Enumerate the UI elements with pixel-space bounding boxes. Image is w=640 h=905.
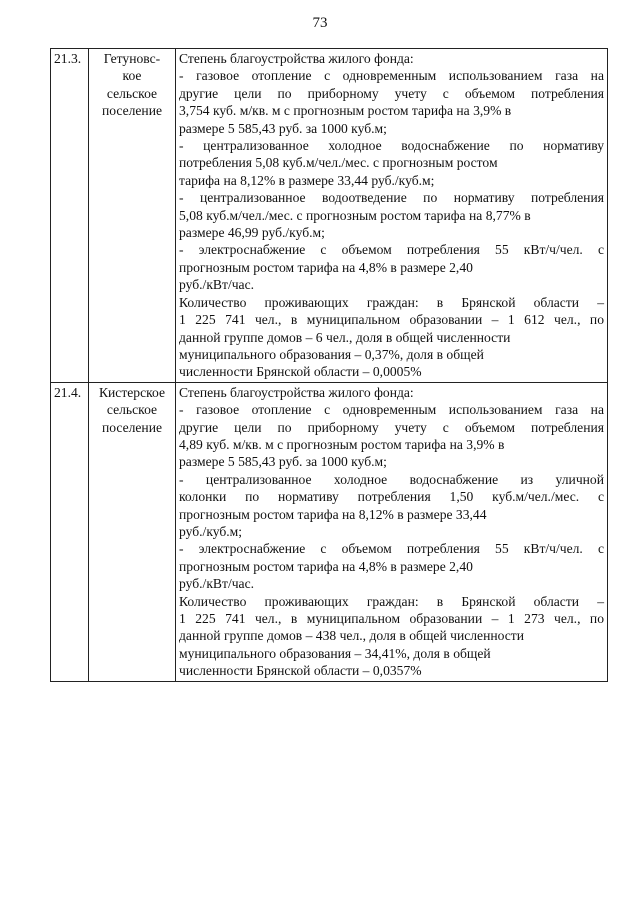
settlement-name: [89, 382, 176, 681]
table-row: [51, 49, 608, 383]
text-line: 1 225 741 чел., в муниципальном образовании – 1 273 чел., по: [179, 611, 604, 626]
text-line: численности Брянской области – 0,0357%: [179, 663, 422, 679]
page-number: 73: [312, 15, 328, 31]
text-line: - газовое отопление с одновременным использованием газа на: [179, 402, 604, 418]
settlement-name: [89, 49, 176, 383]
text-line: Степень благоустройства жилого фонда:: [179, 51, 414, 66]
text-line: другие цели по приборному учету с объемом потребления: [179, 419, 604, 435]
text-line: размере 5 585,43 руб. за 1000 куб.м;: [179, 120, 387, 136]
text-line: размере 5 585,43 руб. за 1000 куб.м;: [179, 454, 387, 470]
text-line: - централизованное водоотведение по нормативу потребления: [179, 190, 604, 206]
text-line: 4,89 куб. м/кв. м с прогнозным ростом тарифа на 3,9% в: [179, 436, 505, 452]
settlement-name-line: Кистерское: [98, 384, 166, 400]
text-line: численности Брянской области – 0,0005%: [179, 364, 422, 380]
text-line: руб./кВт/час.: [179, 277, 255, 293]
settlement-name-line: сельское: [106, 85, 158, 101]
settlement-name-line: поселение: [101, 103, 163, 119]
text-line: данной группе домов – 6 чел., доля в общей численности: [179, 329, 511, 345]
housing-table: [50, 48, 608, 682]
text-line: - газовое отопление с одновременным использованием газа на: [179, 68, 604, 84]
text-line: другие цели по приборному учету с объемом потребления: [179, 85, 604, 101]
text-line: - централизованное холодное водоснабжение по нормативу: [179, 138, 604, 154]
text-line: данной группе домов – 438 чел., доля в общей численности: [179, 628, 525, 644]
text-line: - централизованное холодное водоснабжение из уличной: [179, 471, 604, 487]
text-line: - электроснабжение с объемом потребления 55 кВт/ч/чел. с: [179, 541, 604, 557]
text-line: прогнозным ростом тарифа на 4,8% в размере 2,40: [179, 259, 473, 275]
text-line: руб./куб.м;: [179, 523, 243, 539]
text-line: руб./кВт/час.: [179, 576, 255, 592]
row-number: 21.4.: [51, 382, 89, 681]
text-line: 1 225 741 чел., в муниципальном образовании – 1 612 чел., по: [179, 312, 604, 328]
settlement-name-line: поселение: [101, 419, 163, 435]
text-line: 3,754 куб. м/кв. м с прогнозным ростом тарифа на 3,9% в: [179, 103, 512, 119]
text-line: Степень благоустройства жилого фонда:: [179, 384, 414, 400]
housing-description: [176, 49, 608, 383]
settlement-name-line: Гетуновс-: [103, 51, 161, 66]
table-row: [51, 382, 608, 681]
text-line: размере 46,99 руб./куб.м;: [179, 225, 325, 241]
text-line: колонки по нормативу потребления 1,50 куб.м/чел./мес. с: [179, 489, 604, 505]
text-line: прогнозным ростом тарифа на 8,12% в размере 33,44: [179, 506, 487, 522]
text-line: прогнозным ростом тарифа на 4,8% в размере 2,40: [179, 558, 473, 574]
row-number: 21.3.: [51, 49, 89, 383]
text-line: 5,08 куб.м/чел./мес. с прогнозным ростом тарифа на 8,77% в: [179, 207, 531, 223]
text-line: Количество проживающих граждан: в Брянской области –: [179, 593, 604, 609]
text-line: Количество проживающих граждан: в Брянской области –: [179, 294, 604, 310]
settlement-name-line: сельское: [106, 402, 158, 418]
text-line: тарифа на 8,12% в размере 33,44 руб./куб.м;: [179, 172, 435, 188]
text-line: - электроснабжение с объемом потребления 55 кВт/ч/чел. с: [179, 242, 604, 258]
text-line: муниципального образования – 0,37%, доля в общей: [179, 346, 484, 362]
settlement-name-line: кое: [122, 68, 142, 84]
housing-description: [176, 382, 608, 681]
text-line: потребления 5,08 куб.м/чел./мес. с прогнозным ростом: [179, 155, 498, 171]
text-line: муниципального образования – 34,41%, доля в общей: [179, 645, 491, 661]
